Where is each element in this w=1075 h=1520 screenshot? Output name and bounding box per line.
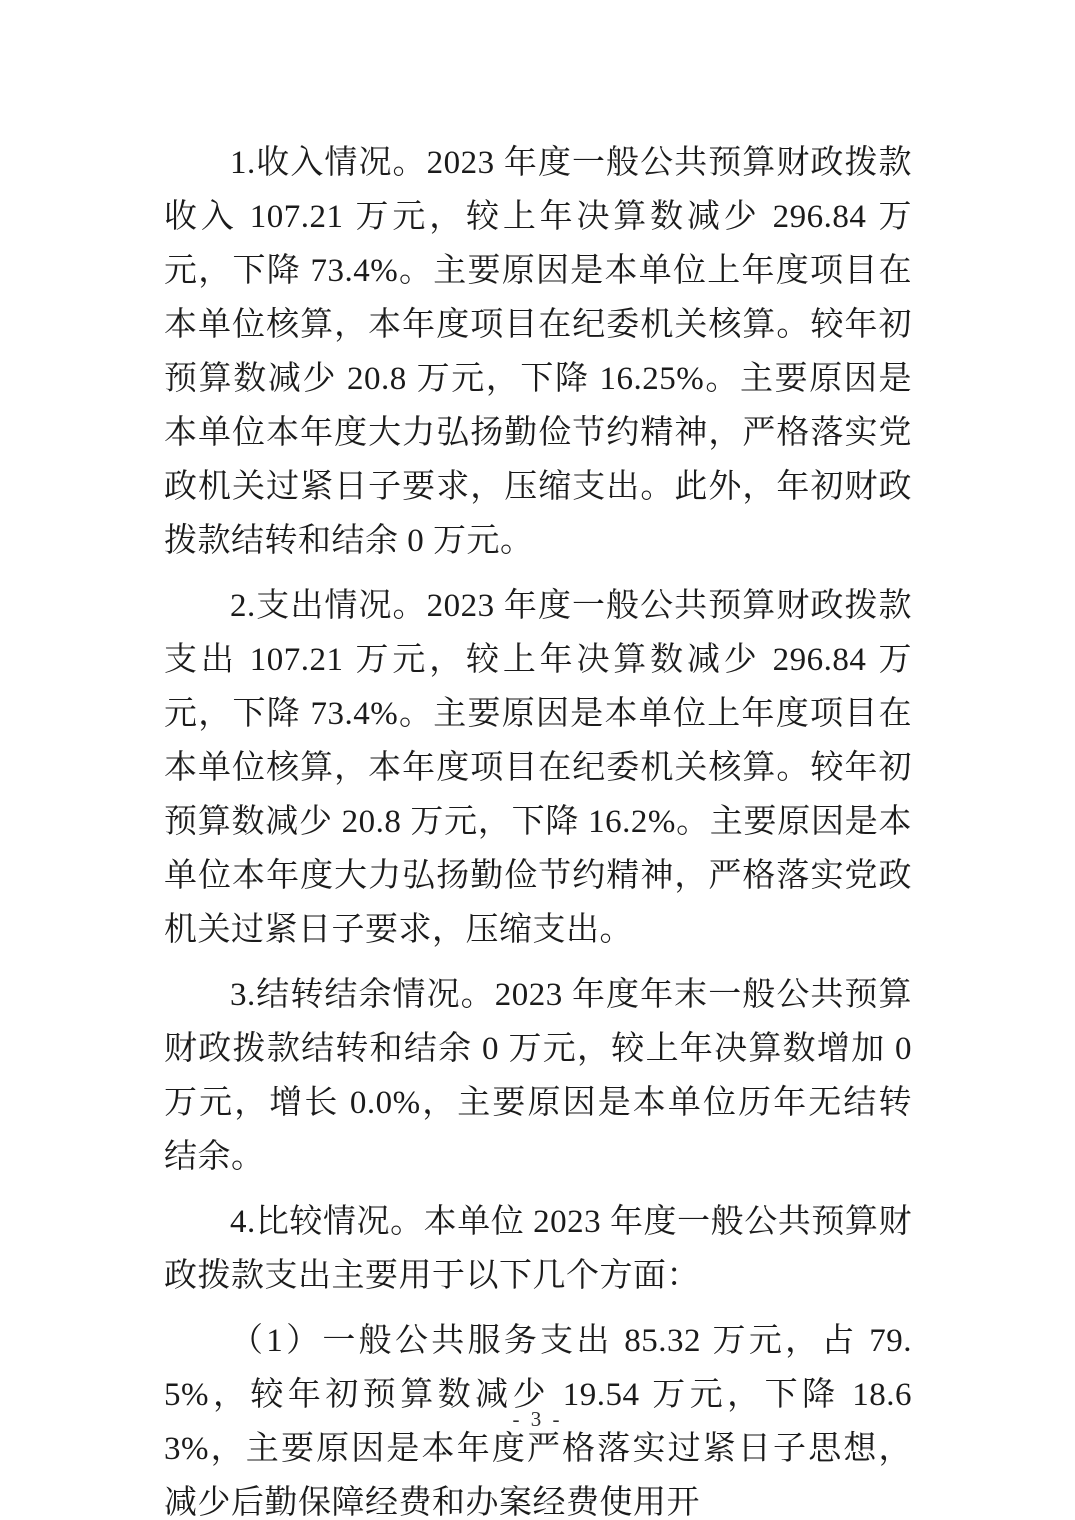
paragraph-comparison-situation: 4.比较情况。本单位 2023 年度一般公共预算财政拨款支出主要用于以下几个方面：: [164, 1204, 912, 1294]
paragraph-carryover-balance-situation: 3.结转结余情况。2023 年度年末一般公共预算财政拨款结转和结余 0 万元，较上年决算数增加 0 万元，增长 0.0%，主要原因是本单位历年无结转结余。: [164, 977, 912, 1175]
paragraph-expenditure-situation: 2.支出情况。2023 年度一般公共预算财政拨款支出 107.21 万元，较上年决算数减少 296.84 万元，下降 73.4%。主要原因是本单位上年度项目在本单位核算，本年度项目在纪委机关核算。较年初预算数减少 20.8 万元，下降 16.2%。主要原因是本单位本年度大力弘扬勤俭节约精神，严格落实党政机关过紧日子要求，压缩支出。: [164, 588, 912, 948]
paragraph-income-situation: 1.收入情况。2023 年度一般公共预算财政拨款收入 107.21 万元，较上年决算数减少 296.84 万元，下降 73.4%。主要原因是本单位上年度项目在本单位核算，本年度项目在纪委机关核算。较年初预算数减少 20.8 万元，下降 16.25%。主要原因是本单位本年度大力弘扬勤俭节约精神，严格落实党政机关过紧日子要求，压缩支出。此外，年初财政拨款结转和结余 0 万元。: [164, 145, 912, 559]
document-body: [164, 136, 912, 1520]
paragraph-general-public-services: （1）一般公共服务支出 85.32 万元，占 79.5%，较年初预算数减少 19.54 万元，下降 18.63%，主要原因是本年度严格落实过紧日子思想，减少后勤保障经费和办案经费使用开: [164, 1323, 912, 1520]
page-number: - 3 -: [512, 1407, 563, 1431]
